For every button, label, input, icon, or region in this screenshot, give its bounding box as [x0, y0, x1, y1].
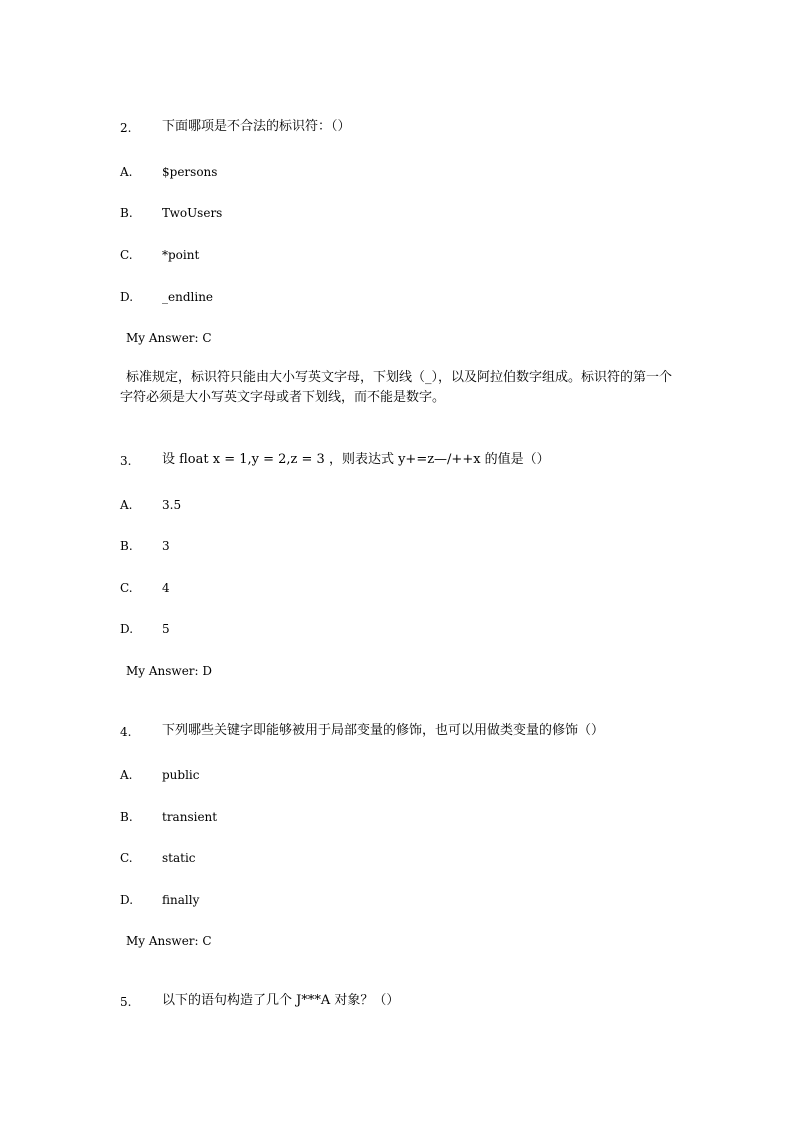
question-number: 3. — [120, 454, 132, 468]
option-text: transient — [162, 810, 218, 824]
option-letter: B. — [120, 810, 133, 824]
question-number: 2. — [120, 121, 132, 135]
question-text: 下面哪项是不合法的标识符：（） — [162, 119, 351, 134]
option-letter: D. — [120, 893, 134, 907]
question-text: 以下的语句构造了几个 J***A 对象？（） — [162, 993, 400, 1008]
option-text: $persons — [162, 165, 218, 179]
question-text: 设 float x = 1,y = 2,z = 3 ，则表达式 y+=z—/++x 的值是（） — [162, 452, 550, 467]
option-letter: A. — [120, 768, 133, 782]
option-text: 3.5 — [162, 498, 182, 512]
option-letter: C. — [120, 248, 133, 262]
explanation: 标准规定，标识符只能由大小写英文字母，下划线（_），以及阿拉伯数字组成。标识符的第一个字符必须是大小写英文字母或者下划线，而不能是数字。 — [120, 370, 673, 405]
option-text: _endline — [162, 290, 214, 304]
option-text: 4 — [162, 581, 170, 595]
option-letter: A. — [120, 498, 133, 512]
question-text: 下列哪些关键字即能够被用于局部变量的修饰，也可以用做类变量的修饰（） — [162, 723, 605, 738]
option-letter: B. — [120, 206, 133, 220]
option-text: *point — [162, 248, 200, 262]
option-text: 5 — [162, 622, 170, 636]
option-letter: C. — [120, 581, 133, 595]
option-letter: A. — [120, 165, 133, 179]
option-letter: B. — [120, 539, 133, 553]
option-letter: D. — [120, 622, 134, 636]
option-text: finally — [162, 893, 200, 907]
option-text: TwoUsers — [162, 206, 223, 220]
option-text: 3 — [162, 539, 170, 553]
option-letter: D. — [120, 290, 134, 304]
option-text: static — [162, 851, 196, 865]
my-answer: My Answer: D — [126, 664, 213, 678]
option-text: public — [162, 768, 200, 782]
question-number: 5. — [120, 995, 132, 1009]
my-answer: My Answer: C — [126, 331, 212, 345]
option-letter: C. — [120, 851, 133, 865]
my-answer: My Answer: C — [126, 934, 212, 948]
question-number: 4. — [120, 725, 132, 739]
